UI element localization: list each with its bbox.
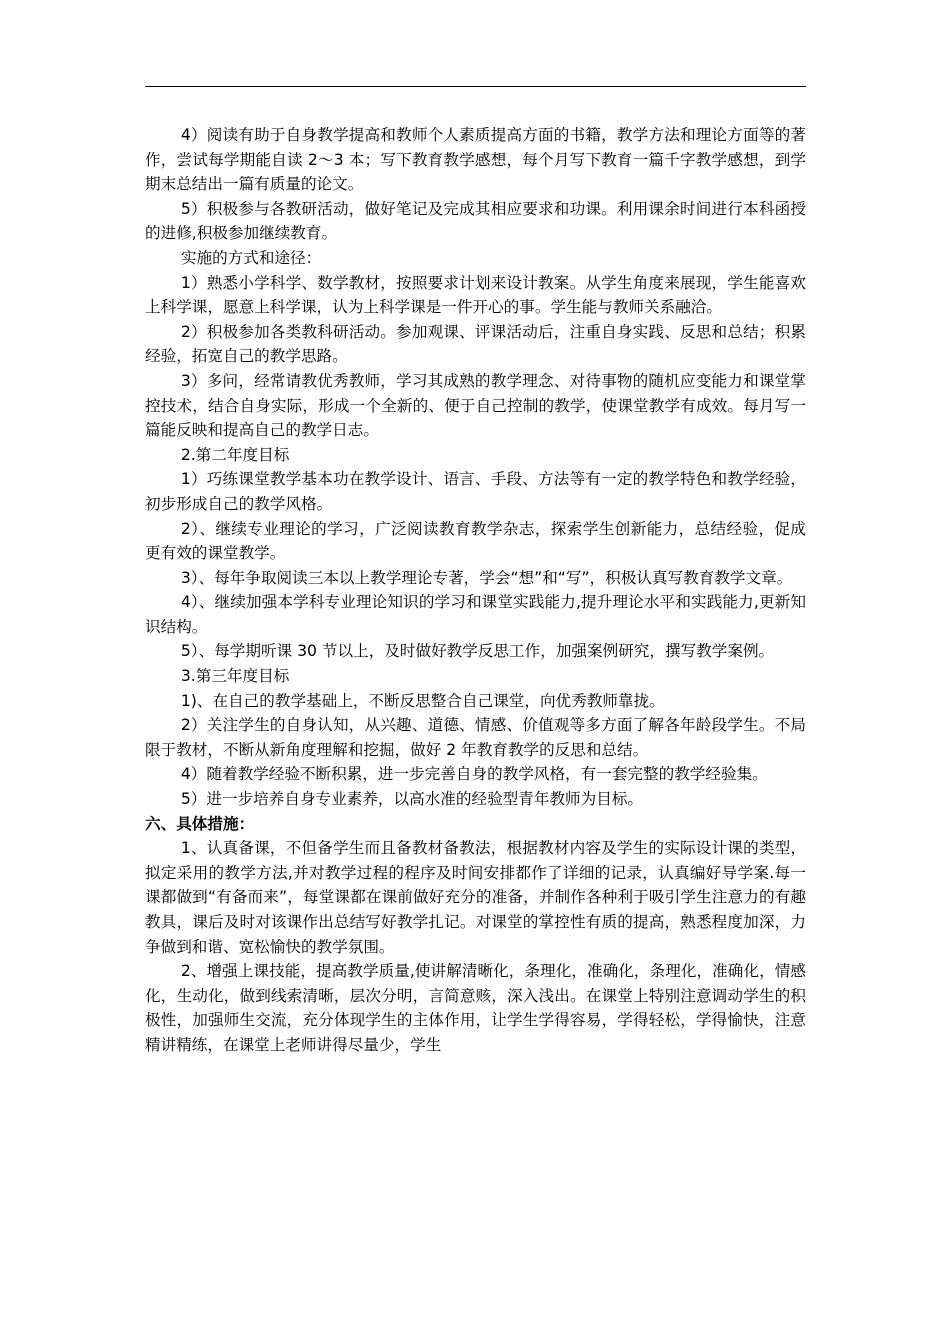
paragraph: 5）进一步培养自身专业素养，以高水准的经验型青年教师为目标。 xyxy=(180,790,644,809)
paragraph: 4）、继续加强本学科专业理论知识的学习和课堂实践能力,提升理论水平和实践能力,更新知识结构。 xyxy=(145,593,806,636)
paragraph: 1）熟悉小学科学、数学教材，按照要求计划来设计教案。从学生角度来展现，学生能喜欢上科学课，愿意上科学课，认为上科学课是一件开心的事。学生能与教师关系融洽。 xyxy=(145,273,806,317)
header-rule xyxy=(145,86,806,87)
paragraph: 5）、每学期听课 30 节以上，及时做好教学反思工作，加强案例研究，撰写教学案例。 xyxy=(180,642,775,661)
paragraph: 2）、继续专业理论的学习，广泛阅读教育教学杂志，探索学生创新能力，总结经验，促成更有效的课堂教学。 xyxy=(145,519,806,563)
paragraph: 3.第三年度目标 xyxy=(180,667,290,686)
section-heading: 六、具体措施： xyxy=(145,814,255,833)
paragraph: 实施的方式和途径： xyxy=(180,248,322,267)
paragraph: 2、增强上课技能，提高教学质量,使讲解清晰化，条理化，准确化，条理化，准确化，情感化，生动化，做到线索清晰，层次分明，言简意赅，深入浅出。在课堂上特别注意调动学生的积极性，加强师生交流，充分体现学生的主体作用，让学生学得容易，学得轻松，学得愉快，注意精讲精练，在课堂上老师讲得尽量少，学生 xyxy=(145,962,806,1054)
document-body xyxy=(145,123,806,1058)
paragraph: 4）阅读有助于自身教学提高和教师个人素质提高方面的书籍，教学方法和理论方面等的著作，尝试每学期能自读 2～3 本；写下教育教学感想，每个月写下教育一篇千字教学感想，到学期末总结出一篇有质量的论文。 xyxy=(145,126,806,194)
paragraph: 3）多问，经常请教优秀教师，学习其成熟的教学理念、对待事物的随机应变能力和课堂掌控技术，结合自身实际，形成一个全新的、便于自己控制的教学，使课堂教学有成效。每月写一篇能反映和提高自己的教学日志。 xyxy=(145,371,806,440)
paragraph: 2.第二年度目标 xyxy=(180,445,290,464)
paragraph: 5）积极参与各教研活动，做好笔记及完成其相应要求和功课。利用课余时间进行本科函授的进修,积极参加继续教育。 xyxy=(145,199,806,243)
paragraph: 3）、每年争取阅读三本以上教学理论专著，学会“想”和“写”，积极认真写教育教学文章。 xyxy=(180,568,793,587)
paragraph: 2）积极参加各类教科研活动。参加观课、评课活动后，注重自身实践、反思和总结；积累经验，拓宽自己的教学思路。 xyxy=(145,322,806,366)
paragraph: 4）随着教学经验不断积累，进一步完善自身的教学风格，有一套完整的教学经验集。 xyxy=(180,765,768,784)
paragraph: 1)、在自己的教学基础上，不断反思整合自己课堂，向优秀教师靠拢。 xyxy=(180,691,665,710)
paragraph: 2）关注学生的自身认知，从兴趣、道德、情感、价值观等多方面了解各年龄段学生。不局限于教材，不断从新角度理解和挖掘，做好 2 年教育教学的反思和总结。 xyxy=(145,716,806,759)
paragraph: 1、认真备课，不但备学生而且备教材备教法，根据教材内容及学生的实际设计课的类型，拟定采用的教学方法,并对教学过程的程序及时间安排都作了详细的记录，认真编好导学案.每一课都做到“有备而来”，每堂课都在课前做好充分的准备，并制作各种利于吸引学生注意力的有趣教具，课后及时对该课作出总结写好教学扎记。对课堂的掌控性有质的提高，熟悉程度加深，力争做到和谐、宽松愉快的教学氛围。 xyxy=(145,839,806,956)
paragraph: 1）巧练课堂教学基本功在教学设计、语言、手段、方法等有一定的教学特色和教学经验，初步形成自己的教学风格。 xyxy=(145,470,806,513)
